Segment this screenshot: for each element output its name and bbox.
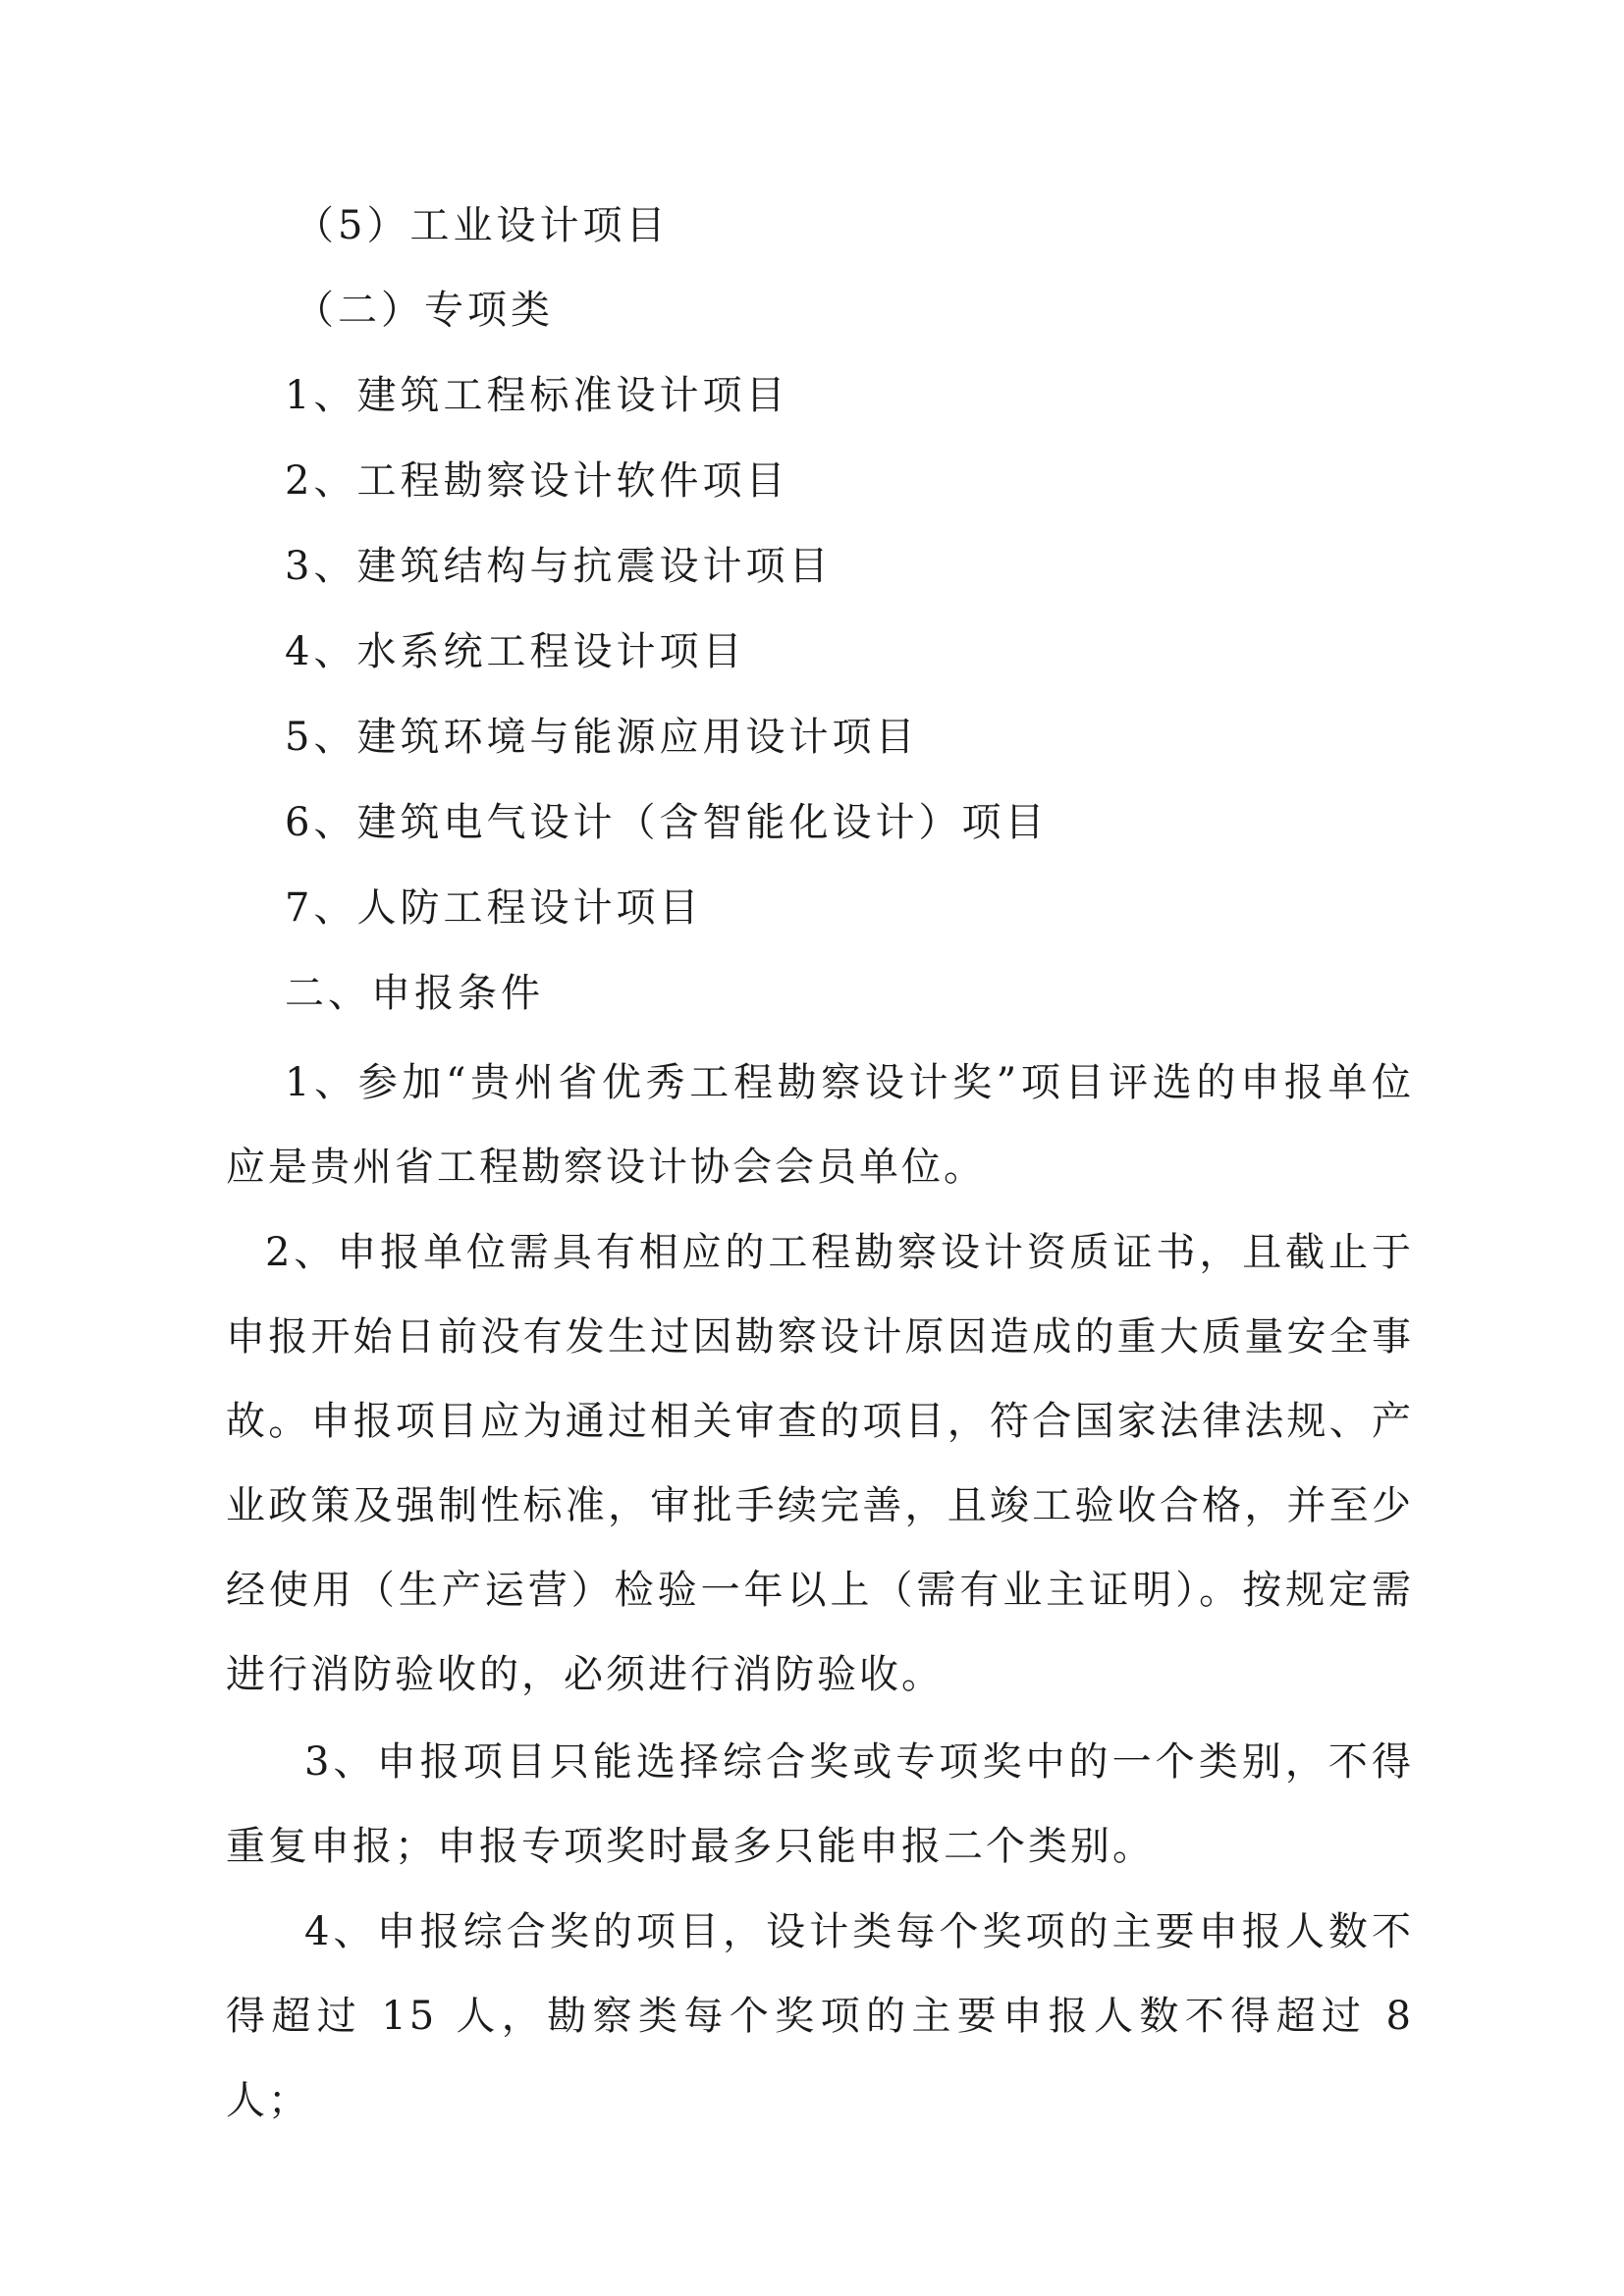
list-item-6: 6、建筑电气设计（含智能化设计）项目 (285, 800, 1049, 845)
list-item-1: 1、建筑工程标准设计项目 (285, 373, 789, 418)
list-item-3: 3、建筑结构与抗震设计项目 (285, 544, 833, 589)
list-item-5: 5、建筑环境与能源应用设计项目 (285, 715, 919, 760)
condition-paragraph-1: 1、参加“贵州省优秀工程勘察设计奖”项目评选的申报单位应是贵州省工程勘察设计协会会员单位。 (226, 1060, 1414, 1190)
condition-paragraph-2: 2、申报单位需具有相应的工程勘察设计资质证书，且截止于申报开始日前没有发生过因勘察设计原因造成的重大质量安全事故。申报项目应为通过相关审查的项目，符合国家法律法规、产业政策及强制性标准，审批手续完善，且竣工验收合格，并至少经使用（生产运营）检验一年以上（需有业主证明）。按规定需进行消防验收的，必须进行消防验收。 (226, 1230, 1414, 1697)
list-item-4: 4、水系统工程设计项目 (285, 629, 746, 674)
section-heading: 二、申报条件 (285, 971, 544, 1016)
list-item-7: 7、人防工程设计项目 (285, 885, 703, 931)
list-item-2: 2、工程勘察设计软件项目 (285, 458, 789, 504)
condition-paragraph-3: 3、申报项目只能选择综合奖或专项奖中的一个类别，不得重复申报；申报专项奖时最多只能申报二个类别。 (226, 1739, 1414, 1869)
list-item-industrial-design: （5）工业设计项目 (295, 203, 670, 248)
category-heading-special: （二）专项类 (295, 288, 554, 333)
condition-paragraph-4: 4、申报综合奖的项目，设计类每个奖项的主要申报人数不得超过 15 人，勘察类每个奖项的主要申报人数不得超过 8 人； (226, 1909, 1414, 2123)
